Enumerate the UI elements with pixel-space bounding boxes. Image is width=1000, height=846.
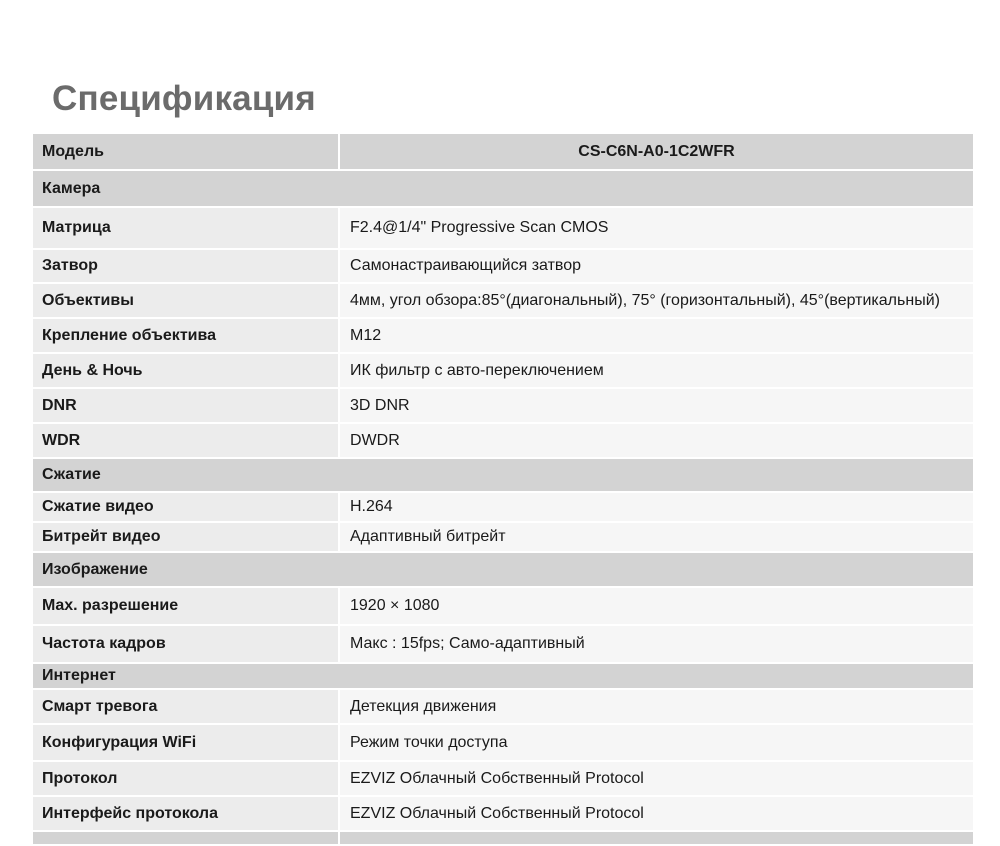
section-label: Изображение [33, 553, 973, 586]
section-row-camera [33, 171, 973, 206]
row-label: WDR [33, 424, 338, 457]
row-label: Крепление объектива [33, 319, 338, 352]
table-row [33, 762, 973, 795]
table-row [33, 250, 973, 282]
row-value: DWDR [340, 424, 973, 457]
section-row-compression [33, 459, 973, 491]
row-value: 1920 × 1080 [340, 588, 973, 624]
table-row [33, 725, 973, 760]
row-label: Конфигурация WiFi [33, 725, 338, 760]
row-value: Самонастраивающийся затвор [340, 250, 973, 282]
row-value: EZVIZ Облачный Собственный Protocol [340, 762, 973, 795]
section-row-internet [33, 664, 973, 688]
spec-table [33, 134, 973, 846]
row-label: Max. разрешение [33, 588, 338, 624]
row-value: Детекция движения [340, 690, 973, 723]
table-row [33, 354, 973, 387]
row-value: H.264 [340, 493, 973, 521]
table-row [33, 626, 973, 662]
row-label: Сжатие видео [33, 493, 338, 521]
row-value: Макс : 15fps; Само-адаптивный [340, 626, 973, 662]
table-row [33, 493, 973, 521]
row-label: Битрейт видео [33, 523, 338, 551]
model-value: CS-C6N-A0-1C2WFR [340, 134, 973, 169]
model-label: Модель [33, 134, 338, 169]
row-label: Частота кадров [33, 626, 338, 662]
row-label: День & Ночь [33, 354, 338, 387]
table-row [33, 523, 973, 551]
cutoff-row [33, 832, 973, 844]
table-row [33, 284, 973, 317]
table-row [33, 424, 973, 457]
model-header-row [33, 134, 973, 169]
row-label: Объективы [33, 284, 338, 317]
row-value: EZVIZ Облачный Собственный Protocol [340, 797, 973, 830]
row-label: Матрица [33, 208, 338, 248]
section-label: Камера [33, 171, 973, 206]
section-row-image [33, 553, 973, 586]
row-label: Смарт тревога [33, 690, 338, 723]
row-label: Затвор [33, 250, 338, 282]
table-row [33, 797, 973, 830]
page-title: Спецификация [52, 79, 316, 118]
row-value: ИК фильтр с авто-переключением [340, 354, 973, 387]
row-label: Интерфейс протокола [33, 797, 338, 830]
table-row [33, 208, 973, 248]
row-label: DNR [33, 389, 338, 422]
row-value: Адаптивный битрейт [340, 523, 973, 551]
row-value: 4мм, угол обзора:85°(диагональный), 75° (горизонтальный), 45°(вертикальный) [340, 284, 973, 317]
table-row [33, 588, 973, 624]
row-value: 3D DNR [340, 389, 973, 422]
section-label: Интернет [33, 664, 973, 688]
row-value: F2.4@1/4" Progressive Scan CMOS [340, 208, 973, 248]
section-label: Сжатие [33, 459, 973, 491]
table-row [33, 389, 973, 422]
row-value: Режим точки доступа [340, 725, 973, 760]
table-row [33, 319, 973, 352]
row-label: Протокол [33, 762, 338, 795]
table-row [33, 690, 973, 723]
row-value: M12 [340, 319, 973, 352]
